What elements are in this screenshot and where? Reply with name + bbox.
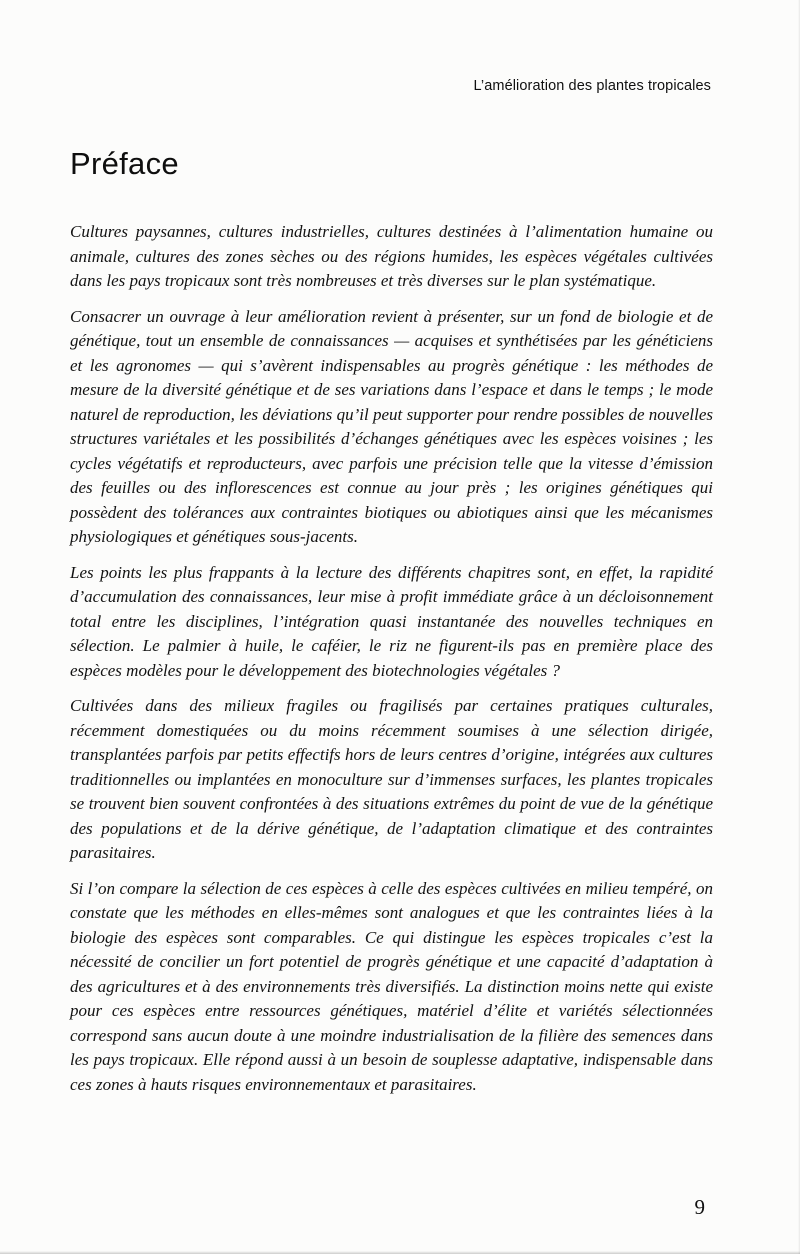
- paragraph: Consacrer un ouvrage à leur amélioration revient à présenter, sur un fond de biologie et de génétique, tout un ensemble de connaissances — acquises et synthétisées par les généticiens et les agronomes — qui s’avèrent indispensables au progrès génétique : les méthodes de mesure de la diversité génétique et de ses variations dans l’espace et dans le temps ; le mode naturel de reproduction, les déviations qu’il peut supporter pour rendre possibles de nouvelles structures variétales et les possibilités d’échanges génétiques avec les espèces voisines ; les cycles végétatifs et reproducteurs, avec parfois une précision telle que la vitesse d’émission des feuilles ou des inflorescences est connue au jour près ; les origines génétiques qui possèdent des tolérances aux contraintes biotiques ou abiotiques ainsi que les mécanismes physiologiques et génétiques sous-jacents.: [70, 306, 713, 546]
- preface-body: [70, 220, 713, 1108]
- paragraph: Si l’on compare la sélection de ces espèces à celle des espèces cultivées en milieu tempéré, on constate que les méthodes en elles-mêmes sont analogues et que les contraintes liées à la biologie des espèces sont comparables. Ce qui distingue les espèces tropicales c’est la nécessité de concilier un fort potentiel de progrès génétique et une capacité d’adaptation à des agricultures et à des environnements très diversifiés. La distinction moins nette qui existe pour ces espèces entre ressources génétiques, matériel d’élite et variétés sélectionnées correspond sans aucun doute à une moindre industrialisation de la filière des semences dans les pays tropicaux. Elle répond aussi à un besoin de souplesse adaptative, indispensable dans ces zones à hauts risques environnementaux et parasitaires.: [70, 878, 713, 1094]
- page-number: 9: [694, 1195, 705, 1219]
- running-header: L’amélioration des plantes tropicales: [473, 78, 711, 94]
- page-title: Préface: [70, 146, 179, 181]
- paragraph: Cultures paysannes, cultures industrielles, cultures destinées à l’alimentation humaine ou animale, cultures des zones sèches ou des régions humides, les espèces végétales cultivées dans les pays tropicaux sont très nombreuses et très diverses sur le plan systématique.: [70, 222, 713, 290]
- paragraph: Cultivées dans des milieux fragiles ou fragilisés par certaines pratiques culturales, récemment domestiquées ou du moins récemment soumises à une sélection dirigée, transplantées parfois par petits effectifs hors de leurs centres d’origine, intégrées aux cultures traditionnelles ou implantées en monoculture sur d’immenses surfaces, les plantes tropicales se trouvent bien souvent confrontées à des situations extrêmes du point de vue de la génétique des populations et de la dérive génétique, de l’adaptation climatique et des contraintes parasitaires.: [70, 696, 713, 862]
- paragraph: Les points les plus frappants à la lecture des différents chapitres sont, en effet, la rapidité d’accumulation des connaissances, leur mise à profit immédiate grâce à un décloisonnement total entre les disciplines, l’intégration quasi instantanée des nouvelles techniques en sélection. Le palmier à huile, le caféier, le riz ne figurent-ils pas en première place des espèces modèles pour le développement des biotechnologies végétales ?: [70, 562, 713, 680]
